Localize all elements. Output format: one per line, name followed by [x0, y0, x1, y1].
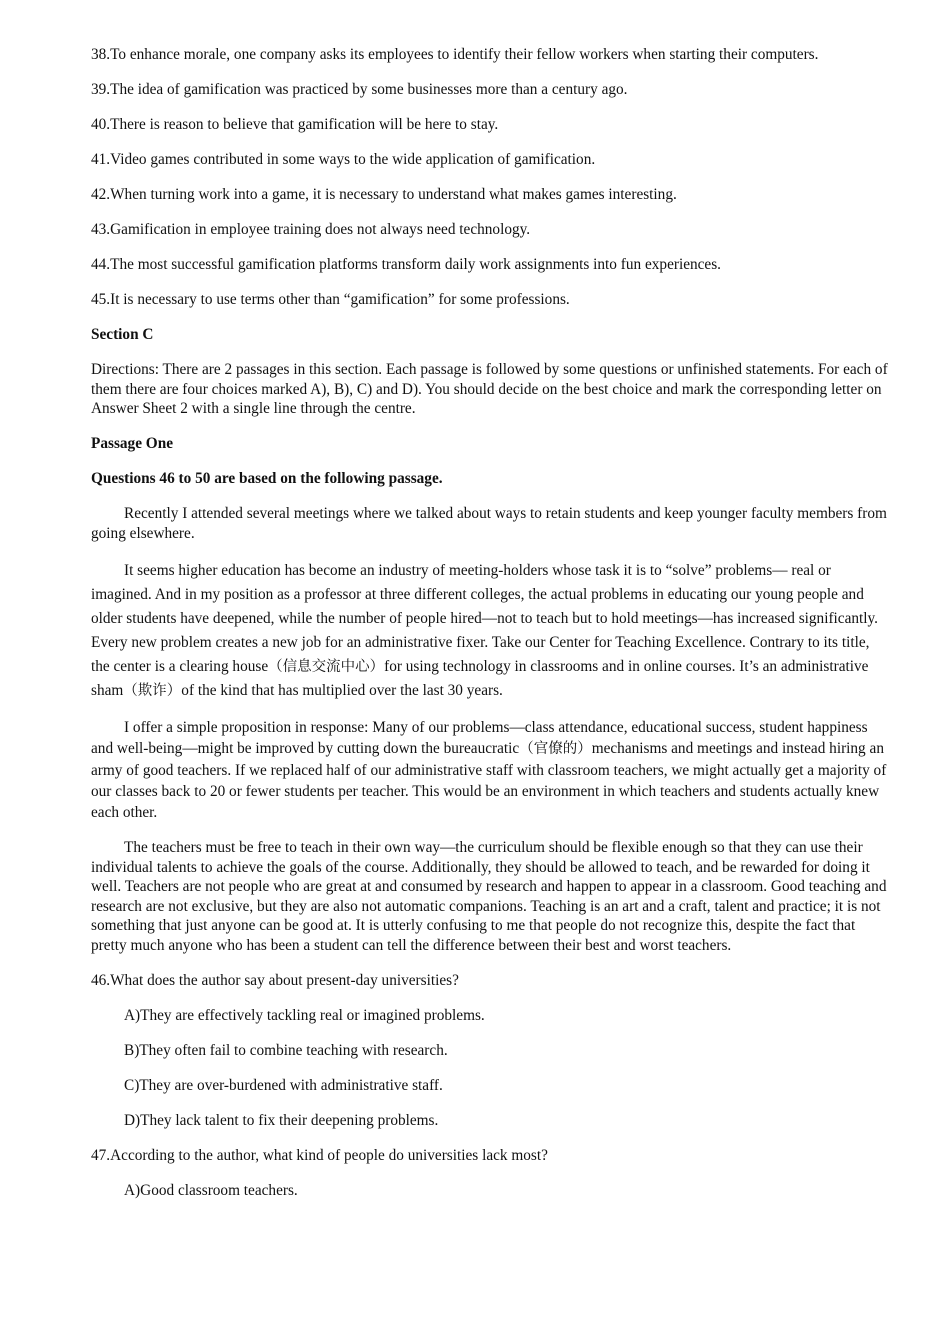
passage-paragraph-1: Recently I attended several meetings where we talked about ways to retain students and keep younger faculty members from going elsewhere.	[91, 505, 887, 542]
question-46-option-a: A)They are effectively tackling real or imagined problems.	[124, 1006, 485, 1024]
passage-paragraph-3-part-2: mechanisms and meetings and instead hiring an army of good teachers. If we replaced half of our administrative staff with classroom teachers, we might actually get a majority of our classes back to 20 or fewer students per teacher. This would be an environment in which teachers and students actually knew each other.	[91, 739, 887, 821]
question-46-option-c: C)They are over-burdened with administrative staff.	[124, 1076, 443, 1094]
passage-one-heading: Passage One	[91, 435, 174, 452]
passage-paragraph-2-part-2: for using technology in classrooms and in online courses. It’s an administrative sham	[91, 657, 869, 699]
document-page	[91, 45, 891, 1216]
gloss-sham: （欺诈）	[123, 682, 182, 699]
passage-one-subheading: Questions 46 to 50 are based on the following passage.	[91, 470, 443, 487]
gloss-bureaucratic: （官僚的）	[519, 740, 592, 757]
gloss-clearing-house: （信息交流中心）	[268, 658, 385, 675]
statement-42: 42.When turning work into a game, it is necessary to understand what makes games interesting.	[91, 186, 677, 203]
statement-45: 45.It is necessary to use terms other than “gamification” for some professions.	[91, 291, 570, 308]
section-c-directions: Directions: There are 2 passages in this section. Each passage is followed by some questions or unfinished statements. For each of them there are four choices marked A), B), C) and D). You should decide on the best choice and mark the corresponding letter on Answer Sheet 2 with a single line through the centre.	[91, 361, 888, 417]
question-47-stem: 47.According to the author, what kind of people do universities lack most?	[91, 1146, 548, 1164]
statement-39: 39.The idea of gamification was practiced by some businesses more than a century ago.	[91, 81, 628, 98]
question-46-stem: 46.What does the author say about present-day universities?	[91, 971, 459, 989]
question-46-option-b: B)They often fail to combine teaching with research.	[124, 1041, 448, 1059]
question-46-option-d: D)They lack talent to fix their deepening problems.	[124, 1111, 439, 1129]
passage-paragraph-2-part-3: of the kind that has multiplied over the last 30 years.	[181, 681, 503, 699]
passage-paragraph-2	[91, 559, 891, 703]
question-47-option-a: A)Good classroom teachers.	[124, 1181, 298, 1199]
section-c-heading: Section C	[91, 326, 154, 343]
passage-paragraph-2-part-1: It seems higher education has become an industry of meeting-holders whose task it is to “solve” problems— real or imagined. And in my position as a professor at three different colleges, the actual problems in educating our young people and older students have deepened, while the number of people hired—not to teach but to hold meetings—has increased significantly. Every new problem creates a new job for an administrative fixer. Take our Center for Teaching Excellence. Contrary to its title, the center is a clearing house	[91, 561, 878, 675]
statement-40: 40.There is reason to believe that gamification will be here to stay.	[91, 116, 499, 133]
passage-paragraph-4: The teachers must be free to teach in their own way—the curriculum should be flexible enough so that they can use their individual talents to achieve the goals of the course. Additionally, they should be allowed to teach, and be rewarded for doing it well. Teachers are not people who are great at and consumed by research and happen to appear in a classroom. Good teaching and research are not exclusive, but they are also not automatic companions. Teaching is an art and a craft, talent and practice; it is not something that just anyone can be good at. It is utterly confusing to me that people do not recognize this, despite the fact that pretty much anyone who has been a student can tell the difference between their best and worst teachers.	[91, 839, 887, 954]
passage-paragraph-3-part-1: I offer a simple proposition in response: Many of our problems—class attendance, educational success, student happiness and well-being—might be improved by cutting down the bureaucratic	[91, 718, 868, 757]
statement-44: 44.The most successful gamification platforms transform daily work assignments into fun experiences.	[91, 256, 721, 273]
statement-43: 43.Gamification in employee training does not always need technology.	[91, 221, 531, 238]
statement-41: 41.Video games contributed in some ways to the wide application of gamification.	[91, 151, 596, 168]
statement-38: 38.To enhance morale, one company asks its employees to identify their fellow workers when starting their computers.	[91, 46, 819, 63]
passage-paragraph-3	[91, 717, 891, 823]
